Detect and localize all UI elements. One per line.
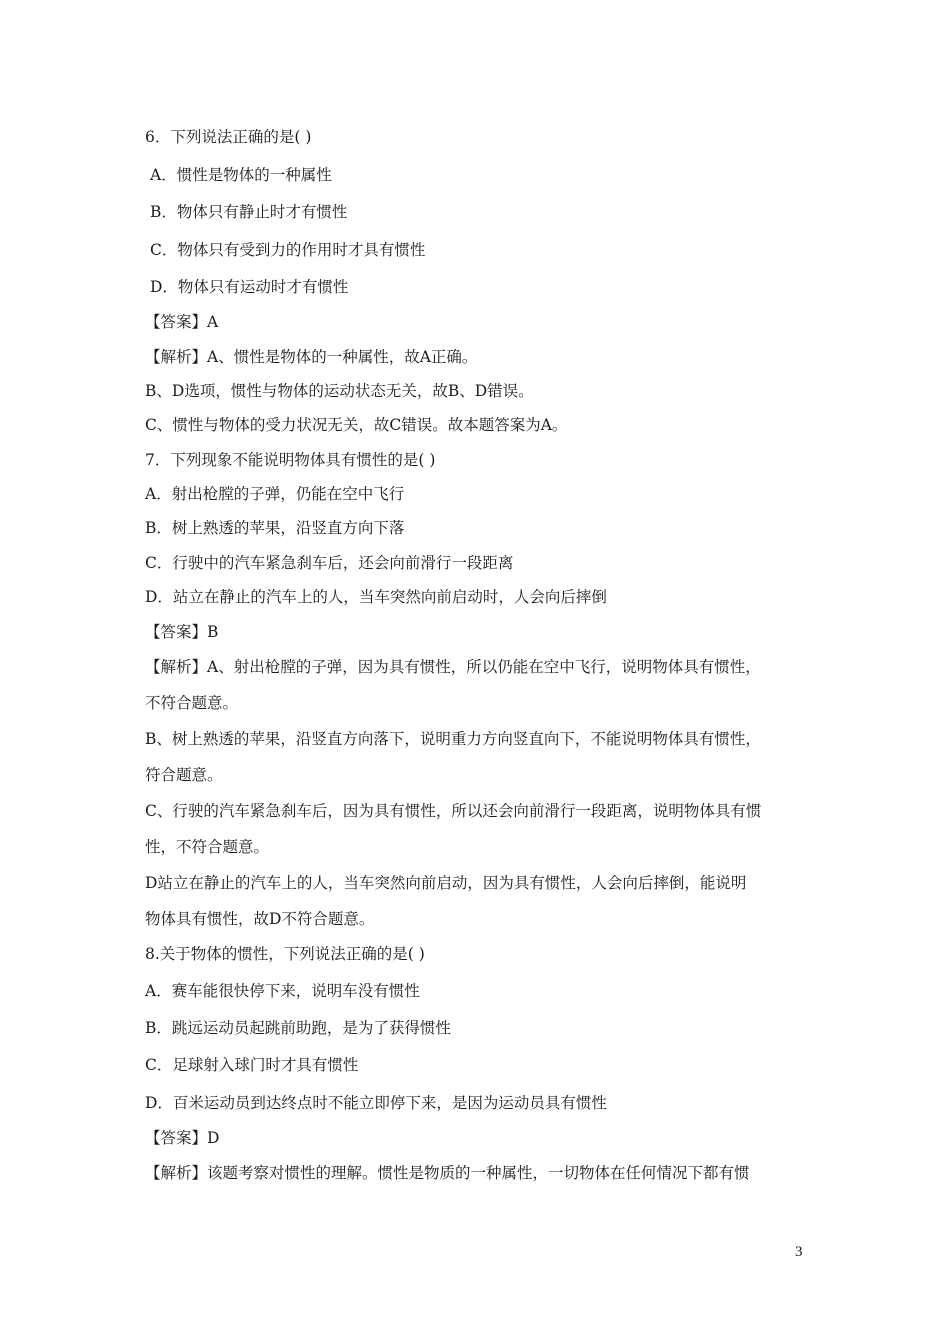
- question-7-analysis-line-5: C、行驶的汽车紧急刹车后，因为具有惯性，所以还会向前滑行一段距离，说明物体具有惯: [145, 802, 762, 820]
- question-8-option-d: D．百米运动员到达终点时不能立即停下来，是因为运动员具有惯性: [145, 1094, 607, 1112]
- question-8-stem: 8.关于物体的惯性，下列说法正确的是( ): [145, 945, 425, 963]
- question-7-analysis-line-8: 物体具有惯性，故D不符合题意。: [145, 910, 375, 928]
- question-7-option-c: C．行驶中的汽车紧急刹车后，还会向前滑行一段距离: [145, 554, 514, 572]
- question-7-option-a: A．射出枪膛的子弹，仍能在空中飞行: [145, 485, 405, 503]
- question-7-option-d: D．站立在静止的汽车上的人，当车突然向前启动时，人会向后摔倒: [145, 588, 607, 606]
- question-6-analysis-line-3: C、惯性与物体的受力状况无关，故C错误。故本题答案为A。: [145, 416, 568, 434]
- question-7-analysis-line-2: 不符合题意。: [145, 694, 239, 712]
- question-7-analysis-line-3: B、树上熟透的苹果，沿竖直方向落下，说明重力方向竖直向下，不能说明物体具有惯性，: [145, 730, 761, 748]
- question-8-analysis-line-1: 【解析】该题考察对惯性的理解。惯性是物质的一种属性，一切物体在任何情况下都有惯: [145, 1164, 750, 1182]
- question-6-option-c: C．物体只有受到力的作用时才具有惯性: [150, 241, 426, 259]
- question-6-answer: 【答案】A: [145, 313, 219, 331]
- question-7-answer: 【答案】B: [145, 623, 219, 641]
- question-6-analysis-line-2: B、D选项，惯性与物体的运动状态无关，故B、D错误。: [145, 382, 534, 400]
- question-8-option-a: A．赛车能很快停下来，说明车没有惯性: [145, 982, 420, 1000]
- question-8-answer: 【答案】D: [145, 1129, 220, 1147]
- question-7-option-b: B．树上熟透的苹果，沿竖直方向下落: [145, 519, 405, 537]
- question-6-option-d: D．物体只有运动时才有惯性: [150, 278, 349, 296]
- question-7-analysis-line-4: 符合题意。: [145, 766, 223, 784]
- question-6-option-b: B．物体只有静止时才有惯性: [150, 203, 348, 221]
- question-8-option-c: C．足球射入球门时才具有惯性: [145, 1056, 359, 1074]
- question-6-option-a: A．惯性是物体的一种属性: [150, 166, 332, 184]
- page-number: 3: [795, 1244, 803, 1260]
- question-7-stem: 7．下列现象不能说明物体具有惯性的是( ): [145, 451, 436, 469]
- question-6-analysis-line-1: 【解析】A、惯性是物体的一种属性，故A正确。: [145, 348, 478, 366]
- question-7-analysis-line-6: 性，不符合题意。: [145, 838, 270, 856]
- question-7-analysis-line-7: D站立在静止的汽车上的人，当车突然向前启动，因为具有惯性，人会向后摔倒，能说明: [145, 874, 747, 892]
- question-8-option-b: B．跳远运动员起跳前助跑，是为了获得惯性: [145, 1019, 451, 1037]
- question-7-analysis-line-1: 【解析】A、射出枪膛的子弹，因为具有惯性，所以仍能在空中飞行，说明物体具有惯性，: [145, 658, 761, 676]
- question-6-stem: 6．下列说法正确的是( ): [145, 128, 312, 146]
